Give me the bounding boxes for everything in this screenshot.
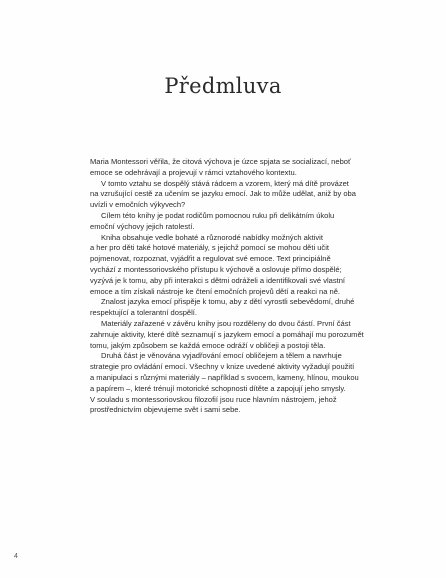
body-text — [90, 157, 390, 416]
paragraph-7: Druhá část je věnována vyjadřování emocí obličejem a tělem a navrhuje strategie pro ovládání emocí. Všechny v knize uvedené aktivity vyžadují použití a manipulaci s různými materiály – například s svocem, kameny, hlínou, moukou a papírem –, které trénují motorické schopnosti dítěte a zapojují jeho smysly. V souladu s montessoriovskou filozofií jsou ruce hlavním nástrojem, jehož prostřednictvím objevujeme svět i sami sebe. — [90, 351, 359, 415]
page-title: Předmluva — [164, 74, 282, 98]
page-number: 4 — [14, 553, 18, 560]
paragraph-5: Znalost jazyka emocí přispěje k tomu, aby z dětí vyrostli sebevědomí, druhé respektující a tolerantní dospělí. — [90, 297, 355, 318]
paragraph-1: Maria Montessori věřila, že citová výchova je úzce spjata se socializací, neboť emoce se odehrávají a projevují v rámci vztahového kontextu. — [90, 157, 351, 177]
paragraph-6: Materiály zařazené v závěru knihy jsou rozděleny do dvou částí. První část zahrnuje aktivity, které dítě seznamují s jazykem emocí a pomáhají mu porozumět tomu, jakým způsobem se každá emoce odráží v obličeji a postoji těla. — [90, 318, 364, 350]
paragraph-4: Kniha obsahuje vedle bohaté a různorodé nabídky možných aktivit a her pro děti také hotové materiály, s jejichž pomocí se mohou děti učit pojmenovat, rozpoznat, vyjádřit a regulovat své emoce. Text principiálně vychází z montessoriovského přístupu k výchově a oslovuje přímo dospělé; vyzývá je k tomu, aby při interakci s dětmi odráželi a identifikovali své vlastní emoce a tím získali nástroje ke čtení emočních projevů dětí a reakci na ně. — [90, 232, 346, 296]
paragraph-2: V tomto vztahu se dospělý stává rádcem a vzorem, který má dítě provázet na vzrušující cestě za učením se jazyku emocí. Jak to může udělat, aniž by oba uvízli v emočních výkyvech? — [90, 178, 356, 210]
paragraph-3: Cílem této knihy je podat rodičům pomocnou ruku při delikátním úkolu emoční výchovy jejich ratolestí. — [90, 210, 335, 231]
